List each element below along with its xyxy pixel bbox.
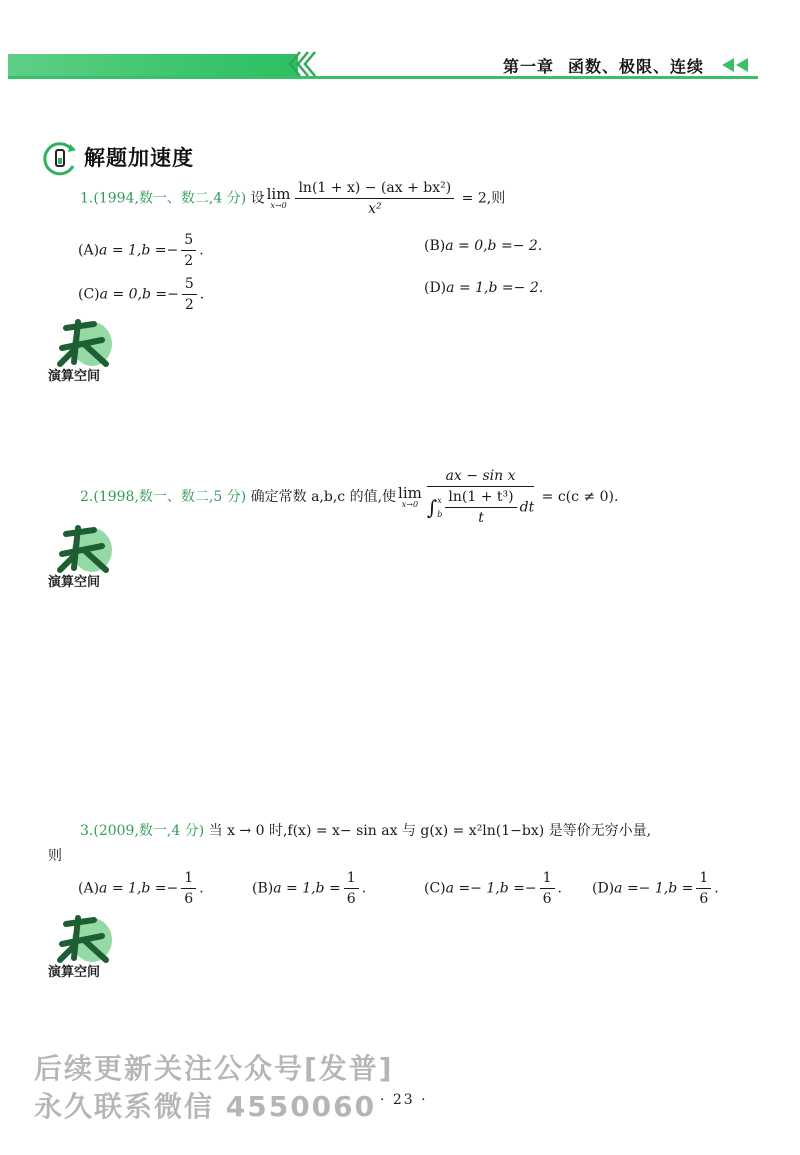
question-3-stem — [80, 820, 651, 840]
question-source: (1994,数一、数二,4 分) — [93, 190, 247, 207]
question-number: 2. — [80, 489, 94, 505]
watermark-line-2: 永久联系微信 4550060 — [34, 1090, 377, 1123]
section-title: 解题加速度 — [84, 146, 194, 170]
chevron-left-icon — [286, 50, 316, 78]
limit-fraction — [427, 468, 534, 526]
question-2-stem — [80, 468, 618, 526]
calligraphy-icon — [44, 318, 126, 368]
integral-denominator: ∫x b $\frac{\text{ln(1 + t³)}}{t}$ dt — [426, 489, 535, 526]
stem-prefix: 确定常数 a,b,c 的值,使 — [250, 489, 397, 505]
question-3-stem-line2: 则 — [48, 848, 62, 864]
limit-operator: lim x→0 — [266, 185, 291, 210]
chapter-header — [503, 54, 704, 77]
stem-prefix: 设 — [250, 190, 265, 207]
scratch-space-stamp: 演算空间 — [44, 524, 126, 590]
scratch-space-stamp: 演算空间 — [44, 914, 126, 980]
header-band — [8, 54, 298, 76]
limit-operator: lim x→0 — [398, 483, 422, 509]
speedometer-icon — [42, 140, 78, 176]
stem-suffix: = c(c ≠ 0). — [541, 489, 619, 505]
fraction-denominator: x² — [368, 201, 382, 217]
question-source: (2009,数一,4 分) — [93, 823, 205, 839]
option-a: (A)a = 1,b =− $\frac{5}{2}$ . — [78, 232, 204, 269]
option-a: (A)a = 1,b =− $\frac{1}{6}$ . — [78, 870, 204, 907]
arrow-left-icon — [722, 58, 752, 72]
question-source: (1998,数一、数二,5 分) — [93, 489, 247, 505]
stem-suffix: = 2,则 — [461, 190, 506, 207]
option-b: (B)a = 0,b =− 2. — [424, 238, 543, 254]
question-number: 1. — [80, 190, 94, 207]
option-d: (D)a =− 1,b = $\frac{1}{6}$ . — [592, 870, 719, 907]
question-1-stem — [80, 180, 505, 217]
limit-fraction — [295, 180, 454, 217]
option-c: (C)a =− 1,b =− $\frac{1}{6}$ . — [424, 870, 562, 907]
calligraphy-icon — [44, 914, 126, 964]
stem-text: 当 x → 0 时,f(x) = x− sin ax 与 g(x) = x²ln(1−bx) 是等价无穷小量, — [208, 823, 652, 839]
scratch-space-stamp: 演算空间 — [44, 318, 126, 384]
watermark — [34, 1050, 394, 1126]
question-number: 3. — [80, 823, 94, 839]
option-b: (B)a = 1,b = $\frac{1}{6}$ . — [252, 870, 367, 907]
page-number: · 23 · — [380, 1092, 428, 1108]
fraction-numerator: ln(1 + x) − (ax + bx²) — [295, 180, 454, 199]
fraction-numerator: ax − sin x — [427, 468, 534, 487]
watermark-line-1: 后续更新关注公众号[发普] — [34, 1052, 394, 1085]
chapter-number: 第一章 — [502, 57, 554, 76]
chapter-title: 函数、极限、连续 — [567, 57, 704, 76]
option-c: (C)a = 0,b =− $\frac{5}{2}$ . — [78, 276, 205, 313]
calligraphy-icon — [44, 524, 126, 574]
option-d: (D)a = 1,b =− 2. — [424, 280, 544, 296]
